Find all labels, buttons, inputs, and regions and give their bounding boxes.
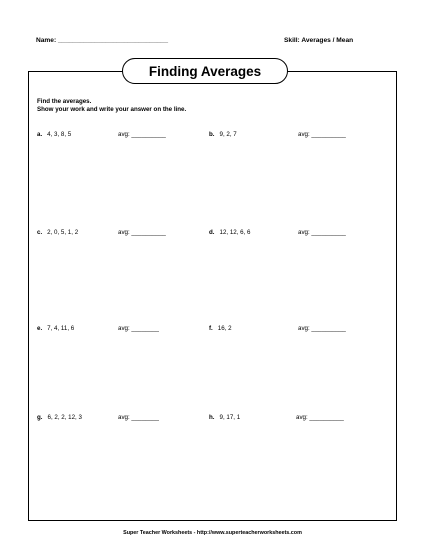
problem-numbers: 2, 0, 5, 1, 2 (47, 229, 79, 236)
answer-line-f: avg: __________ (298, 325, 346, 332)
problem-c (37, 229, 78, 236)
problem-numbers: 9, 17, 1 (219, 414, 241, 421)
problem-numbers: 12, 12, 6, 6 (219, 229, 251, 236)
problem-g (37, 414, 82, 421)
problem-numbers: 9, 2, 7 (219, 131, 237, 138)
answer-line-e: avg: ________ (118, 325, 159, 332)
problem-letter: c. (37, 229, 43, 236)
problem-b (209, 131, 237, 138)
answer-line-b: avg: __________ (298, 131, 346, 138)
worksheet-frame (28, 71, 397, 521)
problem-letter: h. (209, 414, 215, 421)
problem-numbers: 7, 4, 11, 6 (47, 325, 75, 332)
problem-letter: f. (209, 325, 213, 332)
instruction-line-1: Find the averages. (37, 98, 92, 105)
problem-letter: e. (37, 325, 43, 332)
answer-line-d: avg: __________ (298, 229, 346, 236)
problem-d (209, 229, 250, 236)
answer-line-g: avg: ________ (118, 414, 159, 421)
problem-h (209, 414, 240, 421)
problem-numbers: 16, 2 (217, 325, 232, 332)
problem-a (37, 131, 71, 138)
answer-line-a: avg: __________ (118, 131, 166, 138)
problem-numbers: 6, 2, 2, 12, 3 (47, 414, 82, 421)
answer-line-c: avg: __________ (118, 229, 166, 236)
problem-letter: d. (209, 229, 215, 236)
skill-label: Skill: Averages / Mean (284, 37, 354, 44)
problem-letter: a. (37, 131, 43, 138)
problem-letter: g. (37, 414, 43, 421)
problem-f (209, 325, 232, 332)
problem-e (37, 325, 74, 332)
problem-numbers: 4, 3, 8, 5 (47, 131, 72, 138)
problem-letter: b. (209, 131, 215, 138)
instruction-line-2: Show your work and write your answer on the line. (37, 106, 187, 113)
page-title: Finding Averages (122, 58, 288, 84)
name-field-label: Name: ______________________________ (36, 37, 169, 44)
answer-line-h: avg: __________ (296, 414, 344, 421)
footer-credit: Super Teacher Worksheets - http://www.superteacherworksheets.com (123, 530, 302, 536)
